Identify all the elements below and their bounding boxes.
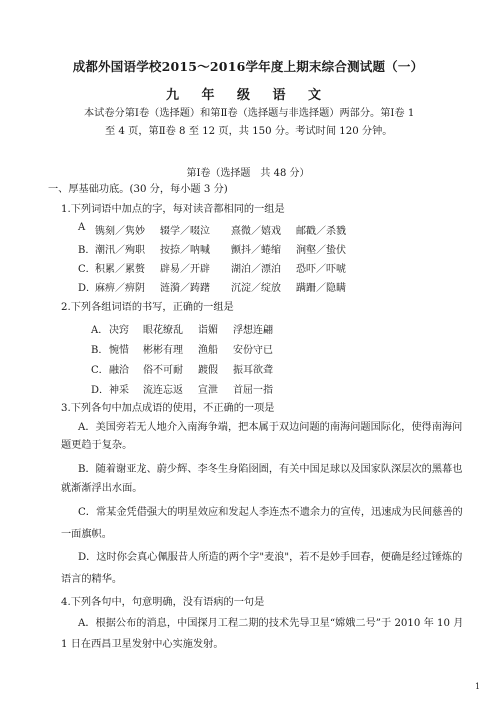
q2-option-label: D． bbox=[91, 385, 110, 396]
q1-option-item: 邮戳／杀戮 bbox=[296, 226, 346, 237]
q1-option-item: 熹微／嬉戏 bbox=[231, 226, 281, 237]
q1-option-label: B． bbox=[78, 245, 96, 256]
q1-option-item: 恐吓／吓唬 bbox=[296, 264, 346, 275]
q1-option-item: 颤抖／蜷缩 bbox=[231, 245, 281, 256]
q2-option-item: 安份守已 bbox=[233, 345, 273, 356]
q1-option-item: 涧壑／蛰伏 bbox=[296, 245, 346, 256]
q3-stem: 3.下列各句中加点成语的使用，不正确的一项是 bbox=[61, 403, 275, 414]
q1-option-item: 湖泊／漂泊 bbox=[231, 264, 281, 275]
q2-option-item: 宣泄 bbox=[198, 385, 218, 396]
q1-option-item: 辟易／开辟 bbox=[160, 264, 210, 275]
q2-option-item: 神采 bbox=[109, 385, 129, 396]
intro-line-1: 本试卷分第Ⅰ卷（选择题）和第Ⅱ卷（选择题与非选择题）两部分。第Ⅰ卷 1 bbox=[84, 108, 415, 119]
q2-option-item: 振耳欲聋 bbox=[233, 365, 273, 376]
q2-stem: 2.下列各组词语的书写，正确的一组是 bbox=[61, 302, 234, 313]
q2-option-item: 浮想连翩 bbox=[233, 325, 273, 336]
q1-option-item: 沉淀／绽放 bbox=[231, 283, 281, 294]
exam-title: 成都外国语学校2015～2016学年度上期末综合测试题（一） bbox=[72, 59, 424, 74]
q1-stem: 1.下列词语中加点的字，每对读音都相同的一组是 bbox=[61, 204, 285, 215]
q3-option-b-line1: B．随着谢亚龙、蔚少辉、李冬生身陷囹圄，有关中国足球以及国家队深层次的黑幕也 bbox=[78, 464, 463, 475]
page-number: 1 bbox=[475, 682, 481, 691]
q1-option-item: 按捺／呐喊 bbox=[160, 245, 210, 256]
q3-option-a-line2: 题更趋于复杂。 bbox=[61, 440, 133, 451]
intro-line-2: 至 4 页，第Ⅱ卷 8 至 12 页，共 150 分。考试时间 120 分钟。 bbox=[105, 126, 393, 137]
q3-option-c-line2: 一面旗帜。 bbox=[61, 529, 112, 540]
q1-option-item: 涟漪／踌躇 bbox=[160, 283, 210, 294]
q1-option-label: D． bbox=[78, 283, 97, 294]
q2-option-label: B． bbox=[91, 345, 109, 356]
q4-option-a-line2: 1 日在西昌卫星发射中心实施发射。 bbox=[61, 639, 224, 650]
q2-option-label: C． bbox=[91, 365, 109, 376]
q3-option-d-line2: 语言的精华。 bbox=[61, 574, 123, 585]
q1-option-item: 积累／累赘 bbox=[95, 264, 145, 275]
q1-option-item: 潮汛／殉职 bbox=[95, 245, 145, 256]
q1-option-item: 麻痹／痹阴 bbox=[95, 283, 145, 294]
q2-option-item: 惋惜 bbox=[109, 345, 129, 356]
q2-option-item: 诣媚 bbox=[198, 325, 218, 336]
q3-option-c-line1: C．常某金凭借强大的明星效应和发起人李连杰不遗余力的宣传，迅速成为民间慈善的 bbox=[78, 507, 463, 518]
q1-option-item: 蹒跚／隐瞒 bbox=[296, 283, 346, 294]
q3-option-d-line1: D．这时你会真心佩服昔人所造的两个字"麦浪"，若不是妙手回春，便确是经过锤炼的 bbox=[78, 552, 463, 563]
q3-option-b-line2: 就渐渐浮出水面。 bbox=[61, 483, 143, 494]
q1-option-item: 镌刻／隽妙 bbox=[95, 226, 145, 237]
q2-option-item: 踱假 bbox=[198, 365, 218, 376]
q2-option-item: 首屈一指 bbox=[233, 385, 273, 396]
q3-option-a-line1: A．美国旁若无人地介入南海争端，把本属于双边问题的南海问题国际化，使得南海问 bbox=[78, 422, 463, 433]
q2-option-item: 融洽 bbox=[109, 365, 129, 376]
exam-subtitle: 九 年 级 语 文 bbox=[165, 88, 331, 103]
q2-option-label: A． bbox=[91, 325, 109, 336]
q1-option-item: 辍学／啜泣 bbox=[160, 226, 210, 237]
q4-stem: 4.下列各句中，句意明确，没有语病的一句是 bbox=[61, 597, 265, 608]
q4-option-a-line1: A．根据公布的消息，中国探月工程二期的技术先导卫星“嫦娥二号”于 2010 年 10 月 bbox=[78, 618, 464, 629]
q1-option-label: C． bbox=[78, 264, 96, 275]
section-heading: 第Ⅰ卷（选择题 共 48 分） bbox=[186, 168, 310, 179]
q2-option-item: 流连忘返 bbox=[143, 385, 183, 396]
q2-option-item: 眼花缭乱 bbox=[143, 325, 183, 336]
part-heading: 一、厚基础功底。(30 分，每小题 3 分) bbox=[48, 184, 228, 195]
q1-option-label: A bbox=[78, 222, 86, 233]
q2-option-item: 渔船 bbox=[198, 345, 218, 356]
q2-option-item: 决窍 bbox=[109, 325, 129, 336]
q2-option-item: 彬彬有理 bbox=[143, 345, 183, 356]
q2-option-item: 俗不可耐 bbox=[143, 365, 183, 376]
